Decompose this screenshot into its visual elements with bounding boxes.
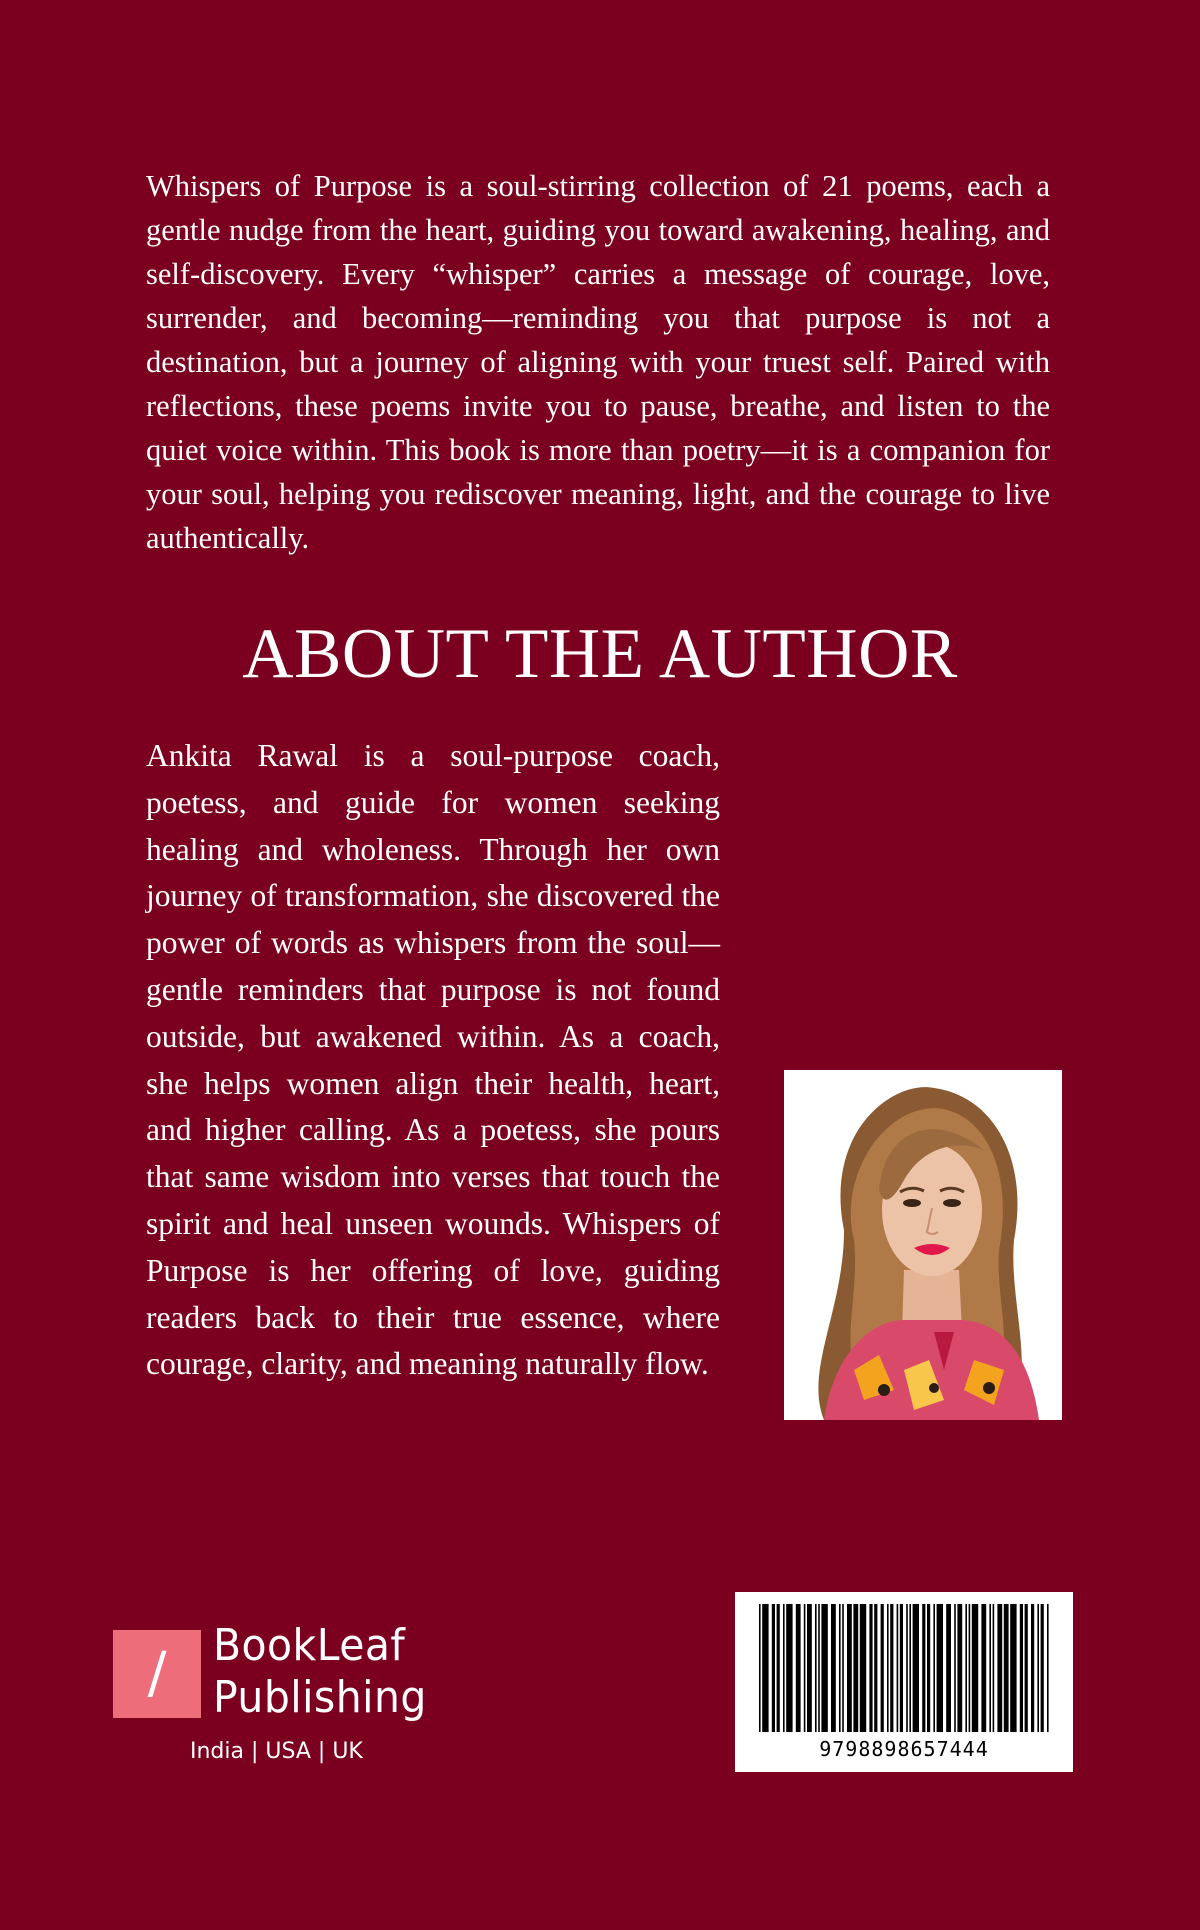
- barcode-bar: [1041, 1604, 1044, 1732]
- barcode-bar: [922, 1604, 925, 1732]
- barcode-bar: [881, 1604, 884, 1732]
- barcode-bar: [957, 1604, 962, 1732]
- barcode-bar: [842, 1604, 844, 1732]
- barcode-bar: [937, 1604, 943, 1732]
- barcode-bar: [1020, 1604, 1023, 1732]
- about-the-author-heading: ABOUT THE AUTHOR: [242, 615, 958, 693]
- barcode-bar: [1004, 1604, 1009, 1732]
- publisher-regions: India | USA | UK: [190, 1739, 363, 1764]
- barcode-bar: [853, 1604, 858, 1732]
- barcode-bar: [847, 1604, 852, 1732]
- barcode-bar: [1037, 1604, 1039, 1732]
- barcode-bar: [900, 1604, 903, 1732]
- barcode-bar: [897, 1604, 899, 1732]
- barcode-bar: [927, 1604, 930, 1732]
- publisher-name-line2: Publishing: [213, 1672, 427, 1723]
- barcode-bar: [913, 1604, 919, 1732]
- publisher-name: [213, 1620, 427, 1724]
- barcode-bar: [860, 1604, 866, 1732]
- barcode-bar: [1047, 1604, 1049, 1732]
- barcode-bar: [786, 1604, 792, 1732]
- barcode-bar: [933, 1604, 935, 1732]
- barcode-bar: [989, 1604, 991, 1732]
- barcode-bar: [839, 1604, 841, 1732]
- author-bio: Ankita Rawal is a soul-purpose coach, poetess, and guide for women seeking healing and wholeness. Through her own journey of transformation, she discovered the power of words as whispers from the soul—gentle reminders that purpose is not found outside, but awakened within. As a coach, she helps women align their health, heart, and higher calling. As a poetess, she pours that same wisdom into verses that touch the spirit and heal unseen wounds. Whispers of Purpose is her offering of love, guiding readers back to their true essence, where courage, clarity, and meaning naturally flow.: [146, 738, 720, 1382]
- publisher-mark: [113, 1630, 201, 1718]
- publisher-logo: [113, 1620, 473, 1770]
- barcode-bar: [821, 1604, 827, 1732]
- barcode-bar: [804, 1604, 806, 1732]
- barcode-bar: [890, 1604, 893, 1732]
- barcode-bar: [762, 1604, 768, 1732]
- barcode-bar: [815, 1604, 817, 1732]
- barcode-bar: [993, 1604, 995, 1732]
- isbn-number: 9798898657444: [819, 1737, 989, 1761]
- barcode-bar: [777, 1604, 780, 1732]
- barcode-bar: [1025, 1604, 1028, 1732]
- author-photo: [784, 1070, 1062, 1420]
- barcode-bar: [972, 1604, 978, 1732]
- barcode-bar: [981, 1604, 986, 1732]
- barcode-bar: [796, 1604, 801, 1732]
- publisher-name-line1: BookLeaf: [213, 1620, 406, 1671]
- barcode-bar: [772, 1604, 775, 1732]
- barcode-bar: [887, 1604, 889, 1732]
- barcode-bar: [997, 1604, 1002, 1732]
- barcode-bar: [807, 1604, 812, 1732]
- book-blurb: Whispers of Purpose is a soul-stirring collection of 21 poems, each a gentle nudge from the heart, guiding you toward awakening, healing, and self-discovery. Every “whisper” carries a message of courage, love, surrender, and becoming—reminding you that purpose is not a destination, but a journey of aligning with your truest self. Paired with reflections, these poems invite you to pause, breathe, and listen to the quiet voice within. This book is more than poetry—it is a companion for your soul, helping you rediscover meaning, light, and the courage to live authentically.: [146, 169, 1050, 555]
- barcode-bar: [909, 1604, 911, 1732]
- barcode-bar: [831, 1604, 836, 1732]
- barcode-bar: [818, 1604, 820, 1732]
- barcode-bar: [783, 1604, 785, 1732]
- barcode-bar: [1010, 1604, 1016, 1732]
- barcode-bar: [906, 1604, 908, 1732]
- barcode-bar: [874, 1604, 877, 1732]
- barcode-bar: [759, 1604, 761, 1732]
- barcode-bar: [965, 1604, 967, 1732]
- barcode-bar: [946, 1604, 951, 1732]
- barcode-bar: [869, 1604, 872, 1732]
- barcode-bar: [954, 1604, 956, 1732]
- barcode-bar: [1031, 1604, 1034, 1732]
- isbn-barcode: [735, 1592, 1073, 1772]
- publisher-slash-icon: /: [147, 1641, 167, 1706]
- author-portrait-icon: [784, 1070, 1062, 1420]
- barcode-bar: [969, 1604, 971, 1732]
